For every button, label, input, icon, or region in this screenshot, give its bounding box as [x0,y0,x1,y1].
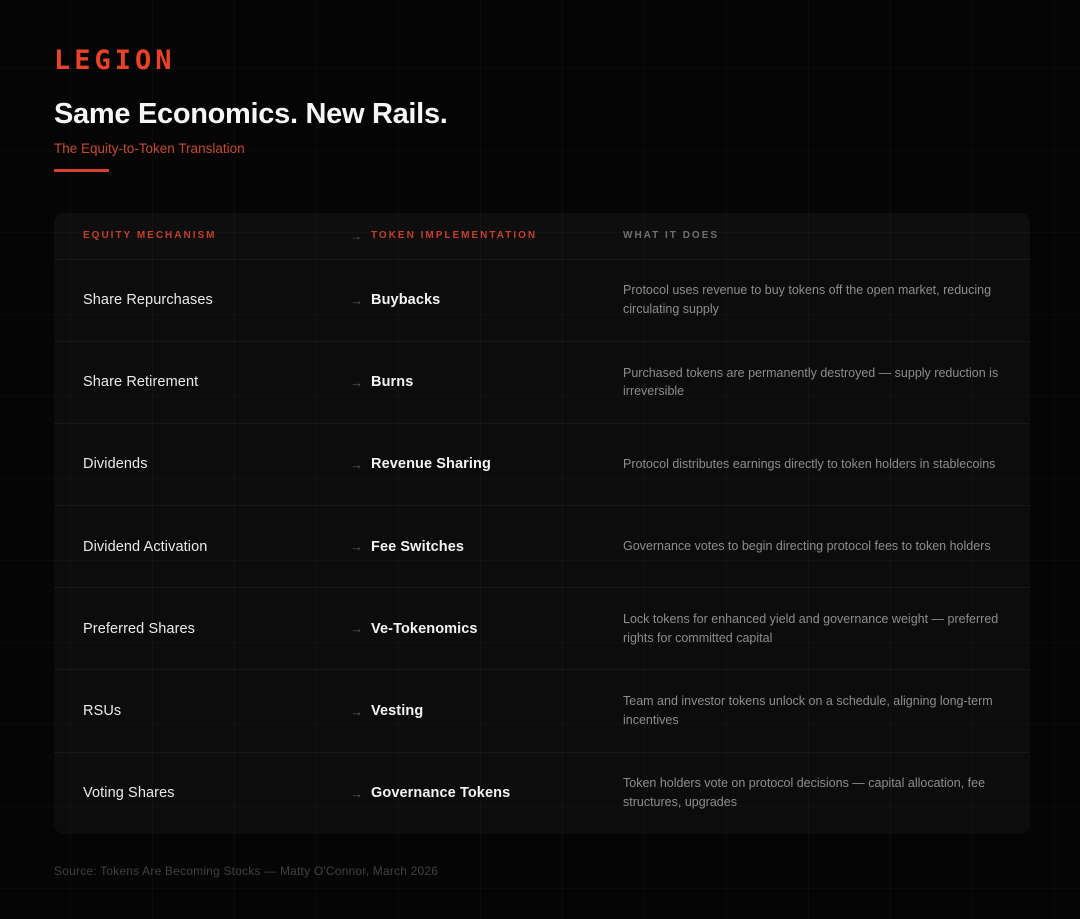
page-title: Same Economics. New Rails. [54,98,448,130]
what-it-does-cell: Protocol distributes earnings directly to token holders in stablecoins [623,457,996,472]
arrow-right-icon: → [350,374,363,390]
arrow-right-icon: → [350,621,363,637]
table-row [54,752,1030,834]
token-implementation-cell: Ve-Tokenomics [371,620,478,637]
what-it-does-cell: Purchased tokens are permanently destroyed — supply reduction is irreversible [623,365,999,399]
column-header-equity-mechanism: EQUITY MECHANISM [83,230,217,241]
what-it-does-cell: Protocol uses revenue to buy tokens off the open market, reducing circulating supply [623,283,992,317]
equity-mechanism-cell: Dividends [83,456,148,473]
table-row [54,423,1030,505]
equity-mechanism-cell: RSUs [83,703,122,720]
table-row [54,505,1030,587]
equity-mechanism-cell: Preferred Shares [83,620,196,637]
token-implementation-cell: Vesting [371,703,424,720]
equity-mechanism-cell: Share Retirement [83,374,199,391]
token-implementation-cell: Fee Switches [371,538,465,555]
arrow-right-icon: → [350,228,362,243]
table-row [54,587,1030,669]
token-implementation-cell: Revenue Sharing [371,456,491,473]
accent-underline-bar [54,169,109,172]
equity-mechanism-cell: Dividend Activation [83,538,208,555]
table-row [54,259,1030,341]
arrow-right-icon: → [350,703,363,719]
arrow-right-icon: → [350,456,363,472]
equity-mechanism-cell: Share Repurchases [83,292,213,309]
what-it-does-cell: Governance votes to begin directing protocol fees to token holders [623,539,991,554]
legion-logo: LEGION [54,45,176,76]
equity-mechanism-cell: Voting Shares [83,785,175,802]
what-it-does-cell: Lock tokens for enhanced yield and governance weight — preferred rights for committed capital [623,612,999,645]
equity-token-table [54,213,1030,834]
column-header-token-implementation: TOKEN IMPLEMENTATION [371,230,538,241]
table-row [54,669,1030,751]
table-header-row [54,213,1030,259]
arrow-right-icon: → [350,292,363,308]
arrow-right-icon: → [350,539,363,555]
column-header-what-it-does: WHAT IT DOES [623,230,720,241]
token-implementation-cell: Governance Tokens [371,785,511,802]
arrow-right-icon: → [350,785,363,801]
token-implementation-cell: Burns [371,374,414,391]
what-it-does-cell: Team and investor tokens unlock on a schedule, aligning long-term incentives [623,694,993,728]
page-subtitle: The Equity-to-Token Translation [54,141,245,156]
source-attribution: Source: Tokens Are Becoming Stocks — Matty O'Connor, March 2026 [54,863,439,878]
token-implementation-cell: Buybacks [371,292,441,309]
what-it-does-cell: Token holders vote on protocol decisions — capital allocation, fee structures, upgrades [623,776,986,810]
table-body [54,259,1030,834]
table-row [54,341,1030,423]
